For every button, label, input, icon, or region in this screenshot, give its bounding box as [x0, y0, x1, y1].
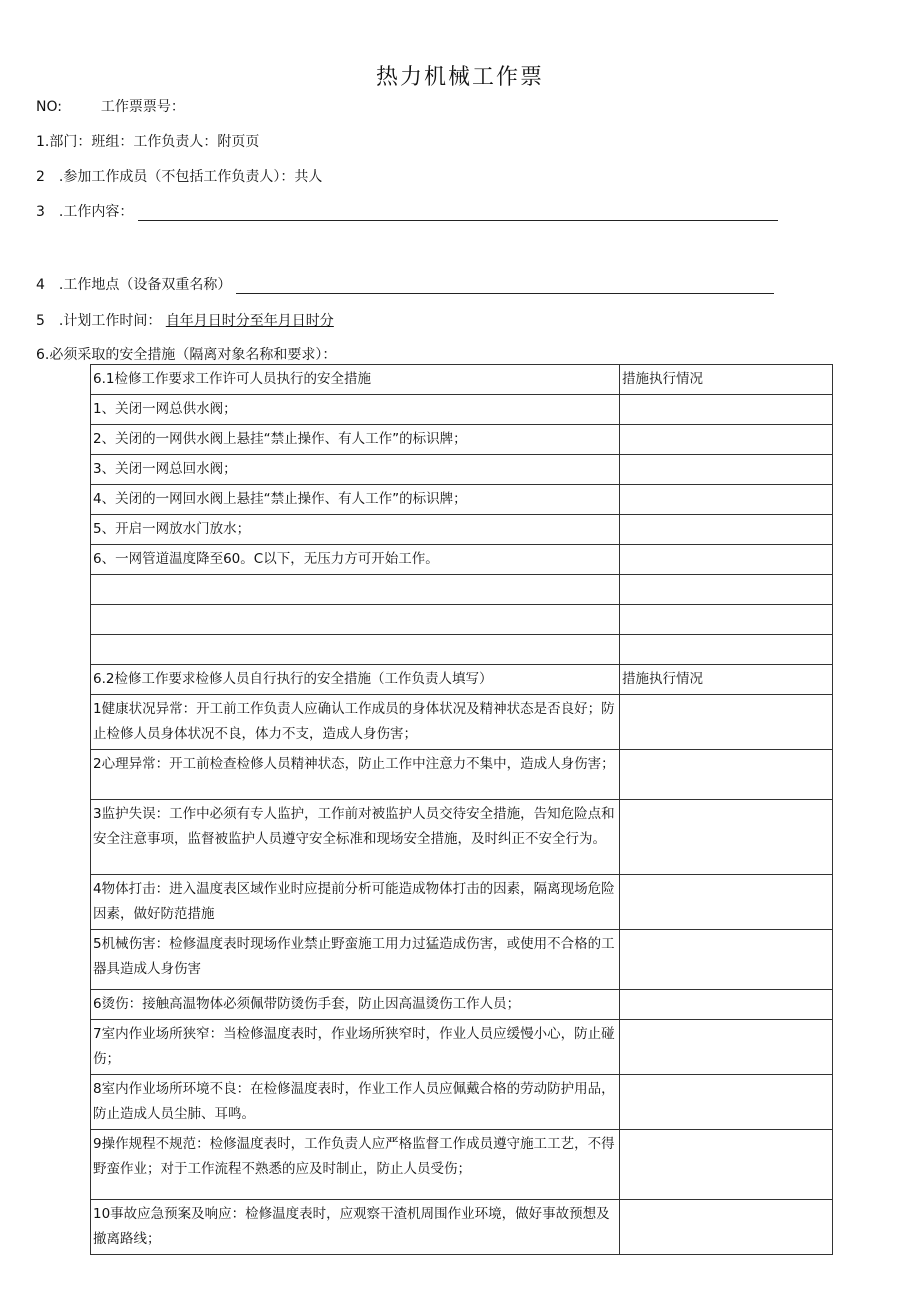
measure-status-cell[interactable]: [620, 1130, 833, 1200]
measure-text: 2心理异常：开工前检查检修人员精神状态，防止工作中注意力不集中，造成人身伤害；: [91, 750, 620, 800]
measure-text: 5、开启一网放水门放水；: [91, 515, 620, 545]
safety-measures-table: [90, 364, 833, 1255]
table-row: [91, 800, 833, 875]
measure-text: 6、一网管道温度降至60。C以下，无压力方可开始工作。: [91, 545, 620, 575]
section1-header-row: [91, 365, 833, 395]
measure-text: 3监护失误：工作中必须有专人监护，工作前对被监护人员交待安全措施，告知危险点和安全注意事项，监督被监护人员遵守安全标准和现场安全措施，及时纠正不安全行为。: [91, 800, 620, 875]
work-content-label: 3 .工作内容：: [36, 204, 134, 220]
measure-text: 3、关闭一网总回水阀；: [91, 455, 620, 485]
table-row: [91, 930, 833, 990]
section2-header-row: [91, 665, 833, 695]
table-row: [91, 750, 833, 800]
measure-status-cell[interactable]: [620, 930, 833, 990]
field-department-line: 1.部门：班组：工作负责人：附页页: [36, 134, 260, 150]
no-label: NO:: [36, 99, 62, 115]
measure-text: 2、关闭的一网供水阀上悬挂“禁止操作、有人工作”的标识牌；: [91, 425, 620, 455]
planned-time-label: 5 .计划工作时间：: [36, 313, 162, 329]
table-row: [91, 875, 833, 930]
table-row: [91, 1130, 833, 1200]
section1-status-header: 措施执行情况: [620, 365, 833, 395]
measure-status-cell[interactable]: [620, 1020, 833, 1075]
measure-status-cell[interactable]: [620, 800, 833, 875]
planned-time-value: 自年月日时分至年月日时分: [165, 313, 334, 329]
work-content-blank[interactable]: [138, 206, 778, 221]
ticket-number-label: 工作票票号：: [100, 99, 185, 115]
field-work-location: [36, 274, 774, 294]
measure-status-cell[interactable]: [620, 695, 833, 750]
section2-status-header: 措施执行情况: [620, 665, 833, 695]
measure-text: 8室内作业场所环境不良：在检修温度表时，作业工作人员应佩戴合格的劳动防护用品，防止造成人员尘肺、耳鸣。: [91, 1075, 620, 1130]
measure-text: 1、关闭一网总供水阀；: [91, 395, 620, 425]
empty-row: [91, 635, 833, 665]
measure-status-cell[interactable]: [620, 515, 833, 545]
measure-status-cell[interactable]: [620, 605, 833, 635]
empty-row: [91, 605, 833, 635]
document-title: 热力机械工作票: [375, 65, 544, 90]
field-safety-measures-label: 6.必须采取的安全措施（隔离对象名称和要求）：: [36, 347, 337, 363]
measure-text: 1健康状况异常：开工前工作负责人应确认工作成员的身体状况及精神状态是否良好；防止检修人员身体状况不良，体力不支，造成人身伤害；: [91, 695, 620, 750]
empty-measure-cell[interactable]: [91, 635, 620, 665]
section2-header: 6.2检修工作要求检修人员自行执行的安全措施（工作负责人填写）: [91, 665, 620, 695]
measure-text: 9操作规程不规范：检修温度表时，工作负责人应严格监督工作成员遵守施工工艺，不得野蛮作业；对于工作流程不熟悉的应及时制止，防止人员受伤；: [91, 1130, 620, 1200]
table-row: [91, 485, 833, 515]
measure-status-cell[interactable]: [620, 1200, 833, 1255]
measure-text: 5机械伤害：检修温度表时现场作业禁止野蛮施工用力过猛造成伤害，或使用不合格的工器具造成人身伤害: [91, 930, 620, 990]
measure-text: 6烫伤：接触高温物体必须佩带防烫伤手套，防止因高温烫伤工作人员；: [91, 990, 620, 1020]
table-row: [91, 695, 833, 750]
section1-header: 6.1检修工作要求工作许可人员执行的安全措施: [91, 365, 620, 395]
empty-row: [91, 575, 833, 605]
empty-measure-cell[interactable]: [91, 575, 620, 605]
table-row: [91, 425, 833, 455]
measure-status-cell[interactable]: [620, 635, 833, 665]
measure-status-cell[interactable]: [620, 425, 833, 455]
measure-status-cell[interactable]: [620, 990, 833, 1020]
table-row: [91, 395, 833, 425]
table-row: [91, 1020, 833, 1075]
measure-status-cell[interactable]: [620, 545, 833, 575]
table-row: [91, 455, 833, 485]
table-row: [91, 990, 833, 1020]
measure-status-cell[interactable]: [620, 395, 833, 425]
measure-text: 7室内作业场所狭窄：当检修温度表时，作业场所狭窄时，作业人员应缓慢小心，防止碰伤；: [91, 1020, 620, 1075]
measure-status-cell[interactable]: [620, 1075, 833, 1130]
field-planned-time: [36, 310, 334, 330]
ticket-header-line: [36, 96, 185, 116]
field-work-content: [36, 201, 778, 221]
measure-status-cell[interactable]: [620, 455, 833, 485]
table-row: [91, 1075, 833, 1130]
measure-status-cell[interactable]: [620, 875, 833, 930]
work-location-label: 4 .工作地点（设备双重名称）: [36, 277, 232, 293]
table-row: [91, 515, 833, 545]
measure-status-cell[interactable]: [620, 485, 833, 515]
measure-status-cell[interactable]: [620, 750, 833, 800]
work-location-blank[interactable]: [236, 279, 774, 294]
table-row: [91, 545, 833, 575]
field-members-line: 2 .参加工作成员（不包括工作负责人）：共人: [36, 169, 323, 185]
table-row: [91, 1200, 833, 1255]
measure-text: 4、关闭的一网回水阀上悬挂“禁止操作、有人工作”的标识牌；: [91, 485, 620, 515]
measure-text: 10事故应急预案及响应：检修温度表时，应观察干渣机周围作业环境，做好事故预想及撤离路线；: [91, 1200, 620, 1255]
measure-text: 4物体打击：进入温度表区域作业时应提前分析可能造成物体打击的因素，隔离现场危险因素，做好防范措施: [91, 875, 620, 930]
empty-measure-cell[interactable]: [91, 605, 620, 635]
measure-status-cell[interactable]: [620, 575, 833, 605]
